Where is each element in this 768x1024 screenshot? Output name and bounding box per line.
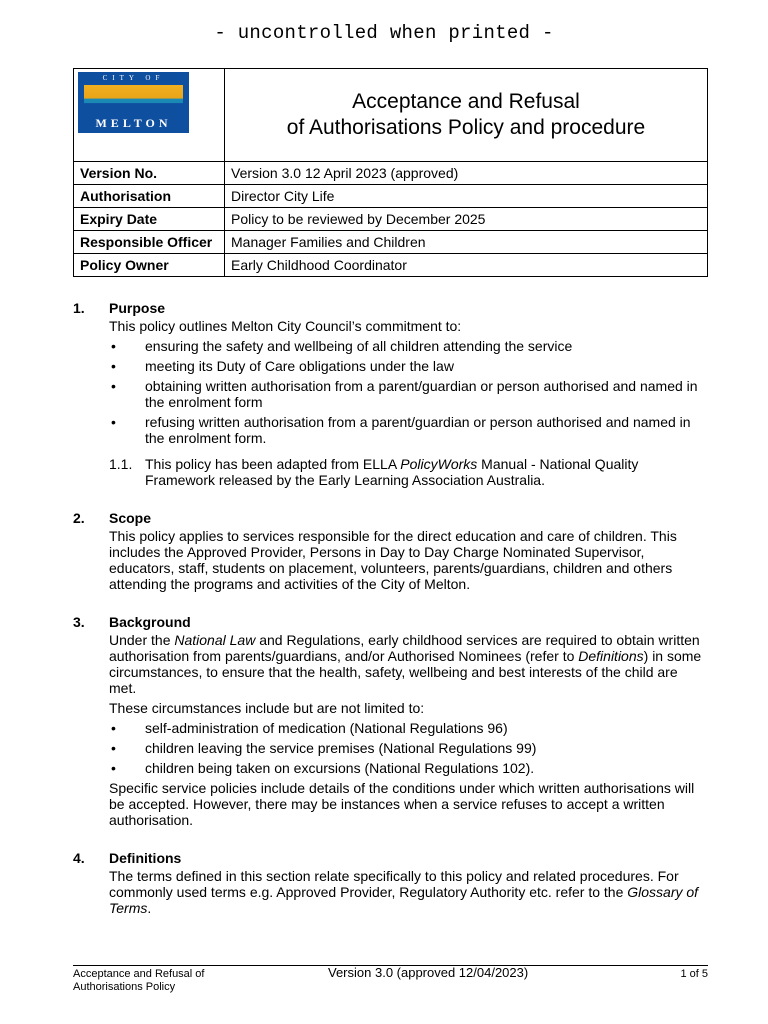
- logo-stripe: [84, 85, 183, 115]
- info-value: Director City Life: [225, 185, 708, 208]
- info-label: Responsible Officer: [74, 231, 225, 254]
- logo-top-text: CITY OF: [102, 74, 165, 82]
- subsection-number: 1.1.: [109, 456, 133, 472]
- footer-version: Version 3.0 (approved 12/04/2023): [328, 965, 529, 980]
- section-background: [73, 614, 703, 828]
- melton-logo-icon: [78, 72, 189, 133]
- document-title: [225, 69, 708, 162]
- definitions-text: [109, 868, 703, 916]
- footer-left-line-2: Authorisations Policy: [73, 981, 176, 993]
- background-paragraph-3: Specific service policies include details of the conditions under which written authorisations will be accepted. However, there may be instances when a service refuses to accept a written authorisation.: [109, 780, 695, 828]
- info-label: Version No.: [74, 162, 225, 185]
- info-row-expiry: [74, 208, 708, 231]
- section-text: This policy applies to services responsible for the direct education and care of children. This includes the Approved Provider, Persons in Day to Day Charge Nominated Supervisor, educators, staff, students on placement, volunteers, parents/guardians, children and others attending the programs and activities of the City of Melton.: [109, 528, 677, 592]
- list-item: • refusing written authorisation from a parent/guardian or person authorised and named in the enrolment form.: [73, 414, 703, 446]
- background-bullet-list: [73, 720, 703, 776]
- list-item: • obtaining written authorisation from a parent/guardian or person authorised and named in the enrolment form: [73, 378, 703, 410]
- text-run: and Regulations, early childhood services are required to obtain written authorisation from parents/guardians, and/or Authorised Nominees (refer to: [109, 632, 700, 664]
- document-header-table: [73, 68, 708, 277]
- info-value: Policy to be reviewed by December 2025: [225, 208, 708, 231]
- info-row-authorisation: [74, 185, 708, 208]
- info-row-policy-owner: [74, 254, 708, 277]
- info-label: Policy Owner: [74, 254, 225, 277]
- subsection-1-1: [73, 456, 703, 488]
- section-title: Purpose: [109, 300, 166, 316]
- info-row-version: [74, 162, 708, 185]
- list-item: • children being taken on excursions (National Regulations 102).: [73, 760, 703, 776]
- glossary-emphasis: Glossary of Terms: [109, 884, 699, 916]
- info-label: Authorisation: [74, 185, 225, 208]
- section-number: 1.: [73, 300, 85, 316]
- section-purpose: [73, 300, 703, 488]
- document-body: [73, 300, 703, 924]
- background-paragraph-2: These circumstances include but are not limited to:: [109, 700, 425, 716]
- section-definitions: [73, 850, 703, 916]
- list-item: • ensuring the safety and wellbeing of all children attending the service: [73, 338, 703, 354]
- list-item: • self-administration of medication (National Regulations 96): [73, 720, 703, 736]
- info-value: Early Childhood Coordinator: [225, 254, 708, 277]
- title-line-2: of Authorisations Policy and procedure: [286, 116, 646, 139]
- section-intro: This policy outlines Melton City Council’s commitment to:: [109, 318, 462, 334]
- page-footer: [73, 965, 708, 993]
- title-line-1: Acceptance and Refusal: [352, 90, 580, 113]
- section-number: 3.: [73, 614, 85, 630]
- policyworks-emphasis: PolicyWorks: [400, 456, 478, 472]
- national-law-emphasis: National Law: [174, 632, 256, 648]
- section-number: 4.: [73, 850, 85, 866]
- info-label: Expiry Date: [74, 208, 225, 231]
- footer-document-name: [73, 968, 273, 994]
- subsection-text: This policy has been adapted from ELLA: [145, 456, 401, 472]
- page-number: 1 of 5: [680, 968, 708, 980]
- info-value: Manager Families and Children: [225, 231, 708, 254]
- background-paragraph-1: [109, 632, 703, 696]
- text-run: The terms defined in this section relate specifically to this policy and related procedures. For commonly used terms e.g. Approved Provider, Regulatory Authority etc. refer to the: [109, 868, 679, 900]
- logo-cell: [74, 69, 225, 162]
- subsection-text-end: Manual - National Quality Framework released by the Early Learning Association Australia.: [145, 456, 639, 488]
- section-title: Background: [109, 614, 191, 630]
- list-item: • meeting its Duty of Care obligations under the law: [73, 358, 703, 374]
- logo-bottom-text: MELTON: [95, 116, 172, 130]
- text-run: .: [147, 900, 152, 916]
- list-item: • children leaving the service premises (National Regulations 99): [73, 740, 703, 756]
- info-value: Version 3.0 12 April 2023 (approved): [225, 162, 708, 185]
- section-scope: [73, 510, 703, 592]
- info-row-responsible-officer: [74, 231, 708, 254]
- footer-left-line-1: Acceptance and Refusal of: [73, 968, 205, 980]
- uncontrolled-banner: - uncontrolled when printed -: [214, 22, 554, 44]
- text-run: Under the: [109, 632, 175, 648]
- section-title: Scope: [109, 510, 152, 526]
- section-number: 2.: [73, 510, 85, 526]
- purpose-bullet-list: [73, 338, 703, 446]
- text-run: ) in some circumstances, to ensure that the health, safety, wellbeing and best interests of the child are met.: [109, 648, 702, 696]
- definitions-emphasis: Definitions: [578, 648, 644, 664]
- section-title: Definitions: [109, 850, 182, 866]
